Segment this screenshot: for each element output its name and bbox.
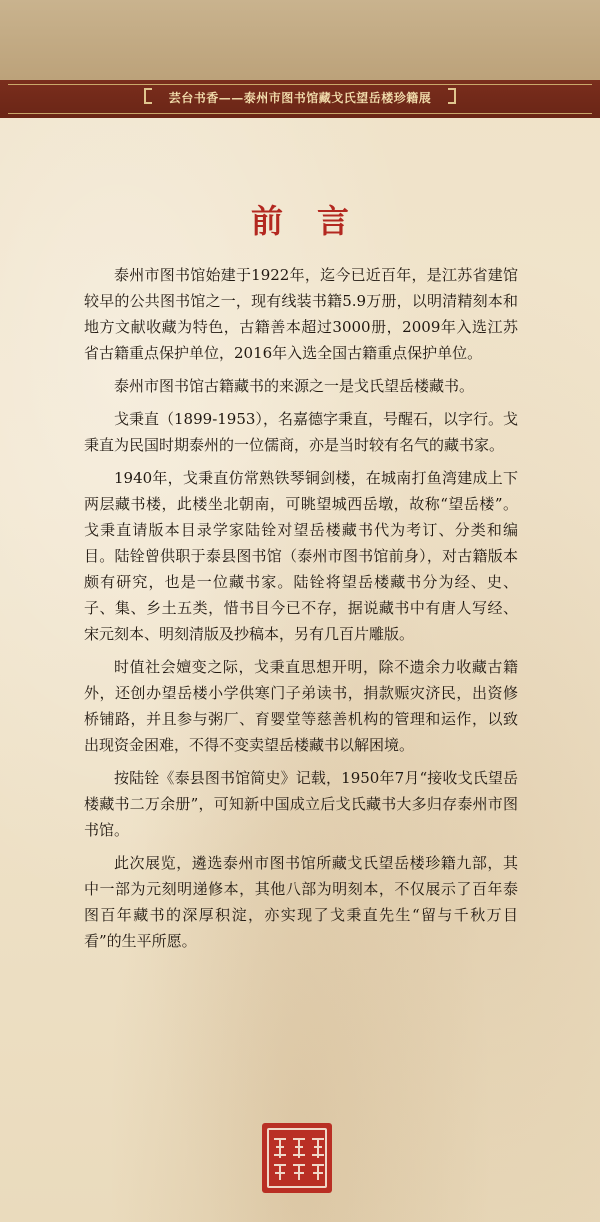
top-border-band — [0, 0, 600, 80]
preface-paragraph-7: 此次展览，遴选泰州市图书馆所藏戈氏望岳楼珍籍九部，其中一部为元刻明递修本，其他八部为明刻本，不仅展示了百年泰图百年藏书的深厚积淀，亦实现了戈秉直先生“留与千秋万目看”的生平所愿。 — [84, 854, 518, 950]
seal-border — [267, 1128, 327, 1188]
exhibition-title: 芸台书香——泰州市图书馆藏戈氏望岳楼珍籍展 — [168, 91, 432, 105]
preface-paragraph-1: 泰州市图书馆始建于1922年，迄今已近百年，是江苏省建馆较早的公共图书馆之一，现有线装书籍5.9万册，以明清精刻本和地方文献收藏为特色，古籍善本超过3000册，2009年入选江苏省古籍重点保护单位，2016年入选全国古籍重点保护单位。 — [84, 266, 518, 362]
preface-paragraph-6: 按陆铨《泰县图书馆简史》记载，1950年7月“接收戈氏望岳楼藏书二万余册”，可知新中国成立后戈氏藏书大多归存泰州市图书馆。 — [84, 769, 518, 839]
preface-paragraph-3: 戈秉直（1899-1953），名嘉德字秉直，号醒石，以字行。戈秉直为民国时期泰州的一位儒商，亦是当时较有名气的藏书家。 — [84, 410, 518, 454]
preface-paragraph-4: 1940年，戈秉直仿常熟铁琴铜剑楼，在城南打鱼湾建成上下两层藏书楼，此楼坐北朝南，可眺望城西岳墩，故称“望岳楼”。戈秉直请版本目录学家陆铨对望岳楼藏书代为考订、分类和编目。陆铨曾供职于泰县图书馆（泰州市图书馆前身），对古籍版本颇有研究，也是一位藏书家。陆铨将望岳楼藏书分为经、史、子、集、乡土五类，惜书目今已不存，据说藏书中有唐人写经、宋元刻本、明刻清版及抄稿本，另有几百片雕版。 — [84, 469, 518, 643]
preface-paragraph-2: 泰州市图书馆古籍藏书的来源之一是戈氏望岳楼藏书。 — [114, 377, 475, 395]
exhibition-banner — [0, 80, 600, 118]
seal-glyph-column-icon — [272, 1134, 288, 1182]
seal-glyph-column-icon — [310, 1134, 326, 1182]
preface-body — [84, 262, 518, 961]
seal-glyph-column-icon — [291, 1134, 307, 1182]
preface-title: 前言 — [250, 202, 383, 240]
red-seal-stamp-icon — [262, 1123, 332, 1193]
preface-paragraph-5: 时值社会嬗变之际，戈秉直思想开明，除不遗余力收藏古籍外，还创办望岳楼小学供寒门子弟读书，捐款赈灾济民，出资修桥铺路，并且参与粥厂、育婴堂等慈善机构的管理和运作，以致出现资金困难，不得不变卖望岳楼藏书以解困境。 — [84, 658, 518, 754]
